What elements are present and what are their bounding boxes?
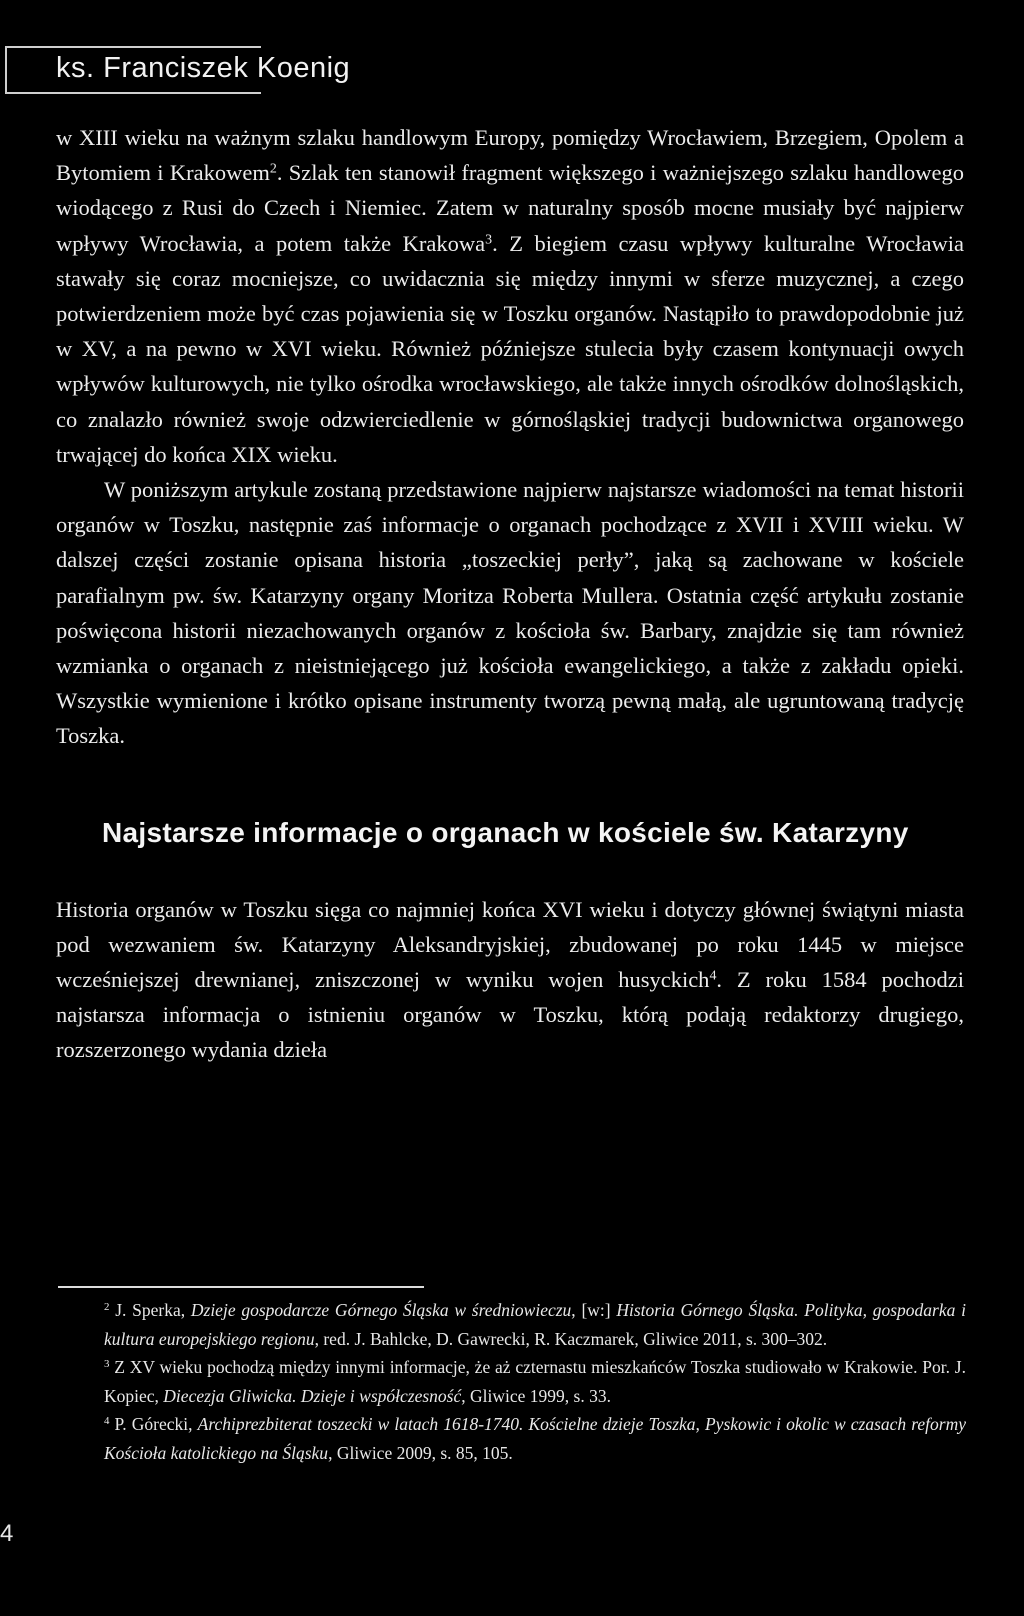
main-text (56, 120, 964, 1068)
section-heading: Najstarsze informacje o organach w kościele św. Katarzyny (102, 816, 909, 848)
page-number: 4 (0, 1520, 14, 1547)
footnote-ref-2: 2 (269, 161, 277, 177)
paragraph-2: W poniższym artykule zostaną przedstawione najpierw najstarsze wiadomości na temat historii organów w Toszku, następnie zaś informacje o organach pochodzące z XVII i XVIII wieku. W dalszej części zostanie opisana historia „toszeckiej perły”, jaką są zachowane w kościele parafialnym pw. św. Katarzyny organy Moritza Roberta Mullera. Ostatnia część artykułu zostanie poświęcona historii niezachowanych organów z kościoła św. Barbary, znajdzie się tam również wzmianka o organach z nieistniejącego już kościoła ewangelickiego, a także z zakładu opieki. Wszystkie wymienione i krótko opisane instrumenty tworzą pewną małą, ale ugruntowaną tradycję Toszka. (56, 477, 964, 749)
running-title: ks. Franciszek Koenig (56, 52, 351, 84)
paragraph-1: w XIII wieku na ważnym szlaku handlowym Europy, pomiędzy Wrocławiem, Brzegiem, Opolem a Bytomiem i Krakowem$^2$. Szlak ten stanowił fragment większego i ważniejszego szlaku handlowego wiodącego z Rusi do Czech i Niemiec. Zatem w naturalny sposób mocne musiały być najpierw wpływy Wrocławia, a potem także Krakowa$^3$. Z biegiem czasu wpływy kulturalne Wrocławia stawały się coraz mocniejsze, co uwidacznia się między innymi w sferze muzycznej, a czego potwierdzeniem może być czas pojawienia się w Toszku organów. Nastąpiło to prawdopodobnie już w XV, a na pewno w XVI wieku. Również późniejsze stulecia były czasem kontynuacji owych wpływów kulturowych, nie tylko ośrodka wrocławskiego, ale także innych ośrodków dolnośląskich, co znalazło również swoje odzwierciedlenie w górnośląskiej tradycji budownictwa organowego trwającej do końca XIX wieku. (56, 125, 965, 467)
footnote-ref-3: 3 (485, 231, 493, 247)
footnote-4: $^4$ P. Górecki, Archiprezbiterat toszecki w latach 1618-1740. Kościelne dzieje Toszka, Pyskowic i okolic w czasach reformy Kościoła katolickiego na Śląsku, Gliwice 2009, s. 85, 105. (104, 1414, 967, 1463)
footnotes (104, 1296, 966, 1468)
footnote-ref-4: 4 (709, 968, 717, 984)
footnote-3: $^3$ Z XV wieku pochodzą między innymi informacje, że aż czternastu mieszkańców Toszka studiowało w Krakowie. Por. J. Kopiec, Diecezja Gliwicka. Dzieje i współczesność, Gliwice 1999, s. 33. (104, 1357, 966, 1406)
footnote-2: $^2$ J. Sperka, Dzieje gospodarcze Górnego Śląska w średniowieczu, [w:] Historia Górnego Śląska. Polityka, gospodarka i kultura europejskiego regionu, red. J. Bahlcke, D. Gawrecki, R. Kaczmarek, Gliwice 2011, s. 300–302. (104, 1300, 966, 1349)
paragraph-3: Historia organów w Toszku sięga co najmniej końca XVI wieku i dotyczy głównej świątyni miasta pod wezwaniem św. Katarzyny Aleksandryjskiej, zbudowanej po roku 1445 w miejsce wcześniejszej drewnianej, zniszczonej w wyniku wojen husyckich$^4$. Z roku 1584 pochodzi najstarsza informacja o istnieniu organów w Toszku, którą podają redaktorzy drugiego, rozszerzonego wydania dzieła (56, 896, 964, 1063)
footnote-separator (58, 1286, 424, 1288)
